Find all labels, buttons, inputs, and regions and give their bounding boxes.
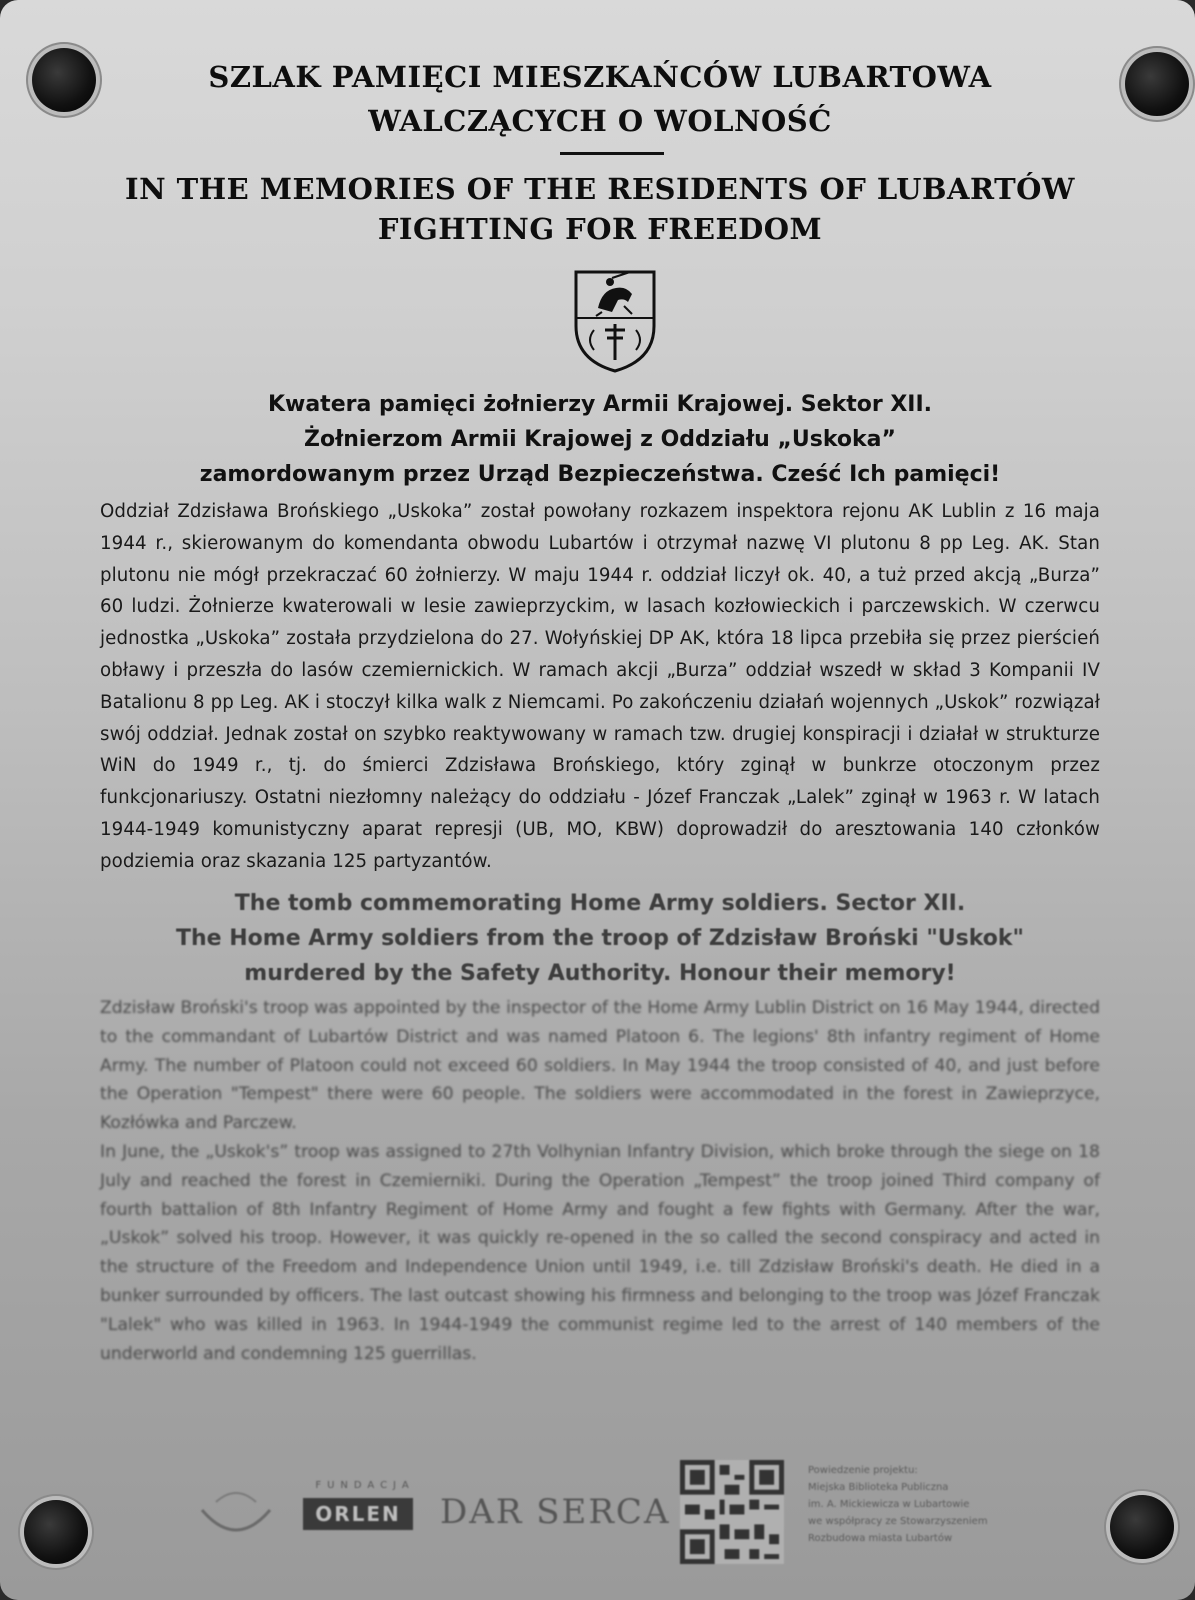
english-body-paragraph: In June, the „Uskok's” troop was assigned to 27th Volhynian Infantry Division, which broke through the siege on 18 July and reached the forest in Czemierniki. During the Operation „Tempest” the troop joined Third company of fourth battalion of 8th Infantry Regiment of Home Army and fought a few fights with Germany. After the war, „Uskok” solved his troop. However, it was quickly re-opened in the so called the second conspiracy and acted in the structure of the Freedom and Independence Union until 1949, i.e. till Zdzisław Broński's death. He died in a bunker surrounded by officers. The last outcast showing his firmness and belonging to the troop was Józef Franczak "Lalek" who was killed in 1963. In 1944-1949 the communist regime led to the arrest of 140 members of the underworld and condemning 125 guerrillas. bbox=[100, 1141, 1100, 1364]
foundation-label: FUNDACJA bbox=[315, 1480, 415, 1491]
title-english-line1: IN THE MEMORIES OF THE RESIDENTS OF LUBARTÓW bbox=[125, 172, 1075, 206]
credit-line: im. A. Mickiewicza w Lubartowie bbox=[808, 1499, 970, 1510]
lubartow-coat-of-arms-icon bbox=[572, 268, 658, 374]
title-divider bbox=[560, 152, 664, 155]
polish-heading-line2: Żołnierzom Armii Krajowej z Oddziału „Uskoka” bbox=[304, 427, 896, 452]
credit-line: Rozbudowa miasta Lubartów bbox=[808, 1533, 953, 1544]
screw-icon bbox=[1125, 52, 1189, 116]
library-logo-icon bbox=[196, 1480, 276, 1540]
english-heading-line2: The Home Army soldiers from the troop of Zdzisław Broński "Uskok" bbox=[176, 926, 1024, 951]
orlen-logo: ORLEN bbox=[303, 1498, 413, 1530]
credit-line: Miejska Biblioteka Publiczna bbox=[808, 1482, 949, 1493]
polish-heading-line1: Kwatera pamięci żołnierzy Armii Krajowej. Sektor XII. bbox=[267, 392, 933, 417]
english-heading-line3: murdered by the Safety Authority. Honour their memory! bbox=[244, 961, 956, 986]
title-polish-line1: SZLAK PAMIĘCI MIESZKAŃCÓW LUBARTOWA bbox=[208, 60, 992, 94]
credit-line: we współpracy ze Stowarzyszeniem bbox=[808, 1516, 988, 1527]
dar-serca-logo: DAR SERCA bbox=[440, 1492, 671, 1532]
english-body-paragraph: Zdzisław Broński's troop was appointed by the inspector of the Home Army Lublin District on 16 May 1944, directed to the commandant of Lubartów District and was named Platoon 6. The legions' 8th infantry regiment of Home Army. The number of Platoon could not exceed 60 soldiers. In May 1944 the troop consisted of 40, and just before the Operation "Tempest" there were 60 people. The soldiers were accommodated in the forest in Zawieprzyce, Kozłówka and Parczew. bbox=[100, 998, 1100, 1134]
sponsor-logos bbox=[0, 1440, 1195, 1560]
english-heading-line1: The tomb commemorating Home Army soldiers. Sector XII. bbox=[234, 891, 966, 916]
title-polish-line2: WALCZĄCYCH O WOLNOŚĆ bbox=[368, 104, 832, 138]
screw-icon bbox=[32, 48, 96, 112]
qr-code-icon bbox=[680, 1460, 784, 1564]
polish-heading-line3: zamordowanym przez Urząd Bezpieczeństwa. Cześć Ich pamięci! bbox=[199, 462, 1001, 487]
credit-line: Powiedzenie projektu: bbox=[808, 1465, 918, 1476]
english-body-text bbox=[100, 994, 1100, 1368]
title-english-line2: FIGHTING FOR FREEDOM bbox=[377, 212, 823, 246]
polish-body-text: Oddział Zdzisława Brońskiego „Uskoka” został powołany rozkazem inspektora rejonu AK Lublin z 16 maja 1944 r., skierowanym do komendanta obwodu Lubartów i otrzymał nazwę VI plutonu 8 pp Leg. AK. Stan plutonu nie mógł przekraczać 60 żołnierzy. W maju 1944 r. oddział liczył ok. 40, a tuż przed akcją „Burza” 60 ludzi. Żołnierze kwaterowali w lesie zawieprzyckim, w lasach kozłowieckich i parczewskich. W czerwcu jednostka „Uskoka” została przydzielona do 27. Wołyńskiej DP AK, która 18 lipca przebiła się przez pierścień obławy i przeszła do lasów czemiernickich. W ramach akcji „Burza” oddział wszedł w skład 3 Kompanii IV Batalionu 8 pp Leg. AK i stoczył kilka walk z Niemcami. Po zakończeniu działań wojennych „Uskok” rozwiązał swój oddział. Jednak został on szybko reaktywowany w ramach tzw. drugiej konspiracji i działał w strukturze WiN do 1949 r., tj. do śmierci Zdzisława Brońskiego, który zginął w bunkrze otoczonym przez funkcjonariuszy. Ostatni niezłomny należący do oddziału - Józef Franczak „Lalek” zginął w 1963 r. W latach 1944-1949 komunistyczny aparat represji (UB, MO, KBW) doprowadził do aresztowania 140 członków podziemia oraz skazania 125 partyzantów. bbox=[100, 501, 1100, 872]
project-credit bbox=[808, 1462, 1018, 1547]
